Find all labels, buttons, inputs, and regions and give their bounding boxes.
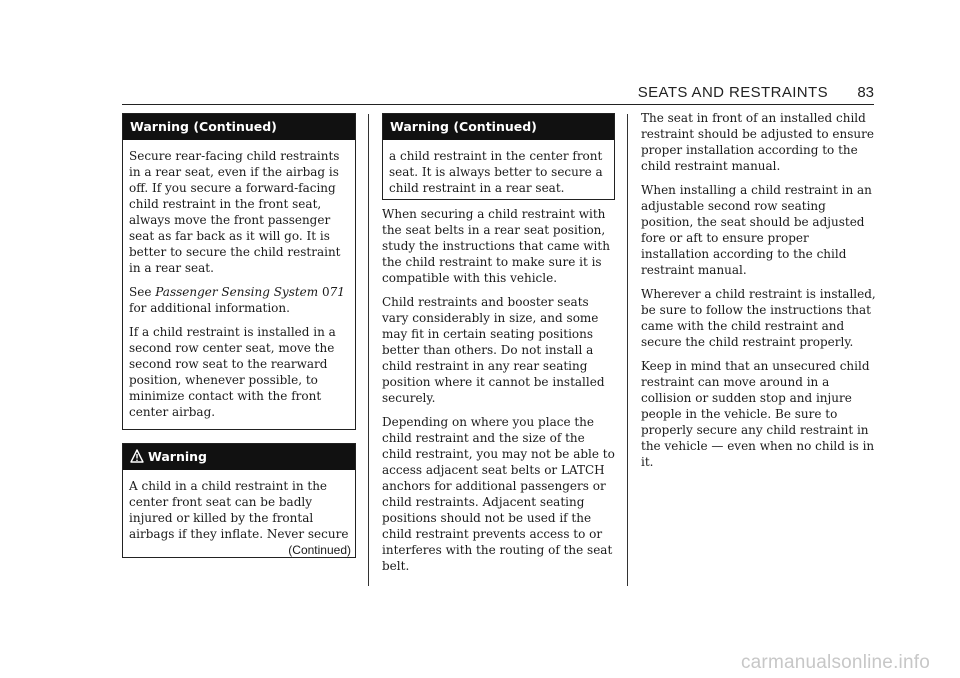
warning-box-continued-middle xyxy=(382,113,615,200)
warning-heading-bar xyxy=(123,444,355,470)
body-paragraph: Depending on where you place the child restraint and the size of the child restraint, you may not be able to access adjacent seat belts or LATCH anchors for additional passengers or child restraints. Adjacent seating positions should not be used if the child restraint prevents access to or interferes with the routing of the seat belt. xyxy=(382,415,615,573)
page-number: 83 xyxy=(857,84,874,101)
body-paragraph: When installing a child restraint in an adjustable second row seating position, the seat should be adjusted fore or aft to ensure proper installation according to the child restraint manual. xyxy=(641,183,872,277)
warning-heading: Warning (Continued) xyxy=(123,114,355,140)
warning-box xyxy=(122,443,356,558)
warning-paragraph: A child in a child restraint in the center front seat can be badly injured or killed by the frontal airbags if they inflate. Never secure xyxy=(129,479,349,541)
body-paragraph: The seat in front of an installed child restraint should be adjusted to ensure proper installation according to the child restraint manual. xyxy=(641,111,874,173)
body-paragraph: Wherever a child restraint is installed, be sure to follow the instructions that came with the child restraint and secure the child restraint properly. xyxy=(641,287,876,349)
body-paragraph: Keep in mind that an unsecured child restraint can move around in a collision or sudden stop and injure people in the vehicle. Be sure to properly secure any child restraint in the vehicle — even when no child is in it. xyxy=(641,359,875,469)
warning-paragraph: a child restraint in the center front seat. It is always better to secure a child restraint in a rear seat. xyxy=(389,149,603,195)
continued-label: (Continued) xyxy=(288,543,351,557)
warning-triangle-icon xyxy=(130,449,144,463)
warning-paragraph: If a child restraint is installed in a second row center seat, move the second row seat to the rearward position, whenever possible, to minimize contact with the front center airbag. xyxy=(129,325,336,419)
page-header xyxy=(122,84,874,105)
body-paragraph: Child restraints and booster seats vary considerably in size, and some may fit in certain seating positions better than others. Do not install a child restraint in any rear seating position where it cannot be installed securely. xyxy=(382,295,605,405)
section-title: SEATS AND RESTRAINTS xyxy=(637,84,828,101)
see-reference xyxy=(129,284,349,316)
column-divider xyxy=(368,114,369,586)
column-2-text xyxy=(382,206,616,582)
warning-box-continued-left xyxy=(122,113,356,430)
warning-body xyxy=(123,140,355,420)
column-3-text xyxy=(641,110,877,478)
warning-body xyxy=(123,470,355,542)
body-paragraph: When securing a child restraint with the seat belts in a rear seat position, study the instructions that came with the child restraint to make sure it is compatible with this vehicle. xyxy=(382,207,610,285)
reference-link[interactable]: Passenger Sensing System xyxy=(155,285,319,299)
see-prefix: See xyxy=(129,285,156,299)
page-ref-arrow-icon: 0 xyxy=(321,285,330,299)
warning-heading: Warning xyxy=(148,449,207,464)
warning-paragraph: Secure rear-facing child restraints in a rear seat, even if the airbag is off. If you secure a forward-facing child restraint in the front seat, always move the front passenger seat as far back as it will go. It is better to secure the child restraint in a rear seat. xyxy=(129,149,341,275)
reference-page[interactable]: 71 xyxy=(329,285,345,299)
see-suffix: for additional information. xyxy=(129,301,290,315)
watermark: carmanualsonline.info xyxy=(740,652,930,673)
column-divider xyxy=(627,114,628,586)
warning-body xyxy=(383,140,614,196)
warning-heading: Warning (Continued) xyxy=(383,114,614,140)
